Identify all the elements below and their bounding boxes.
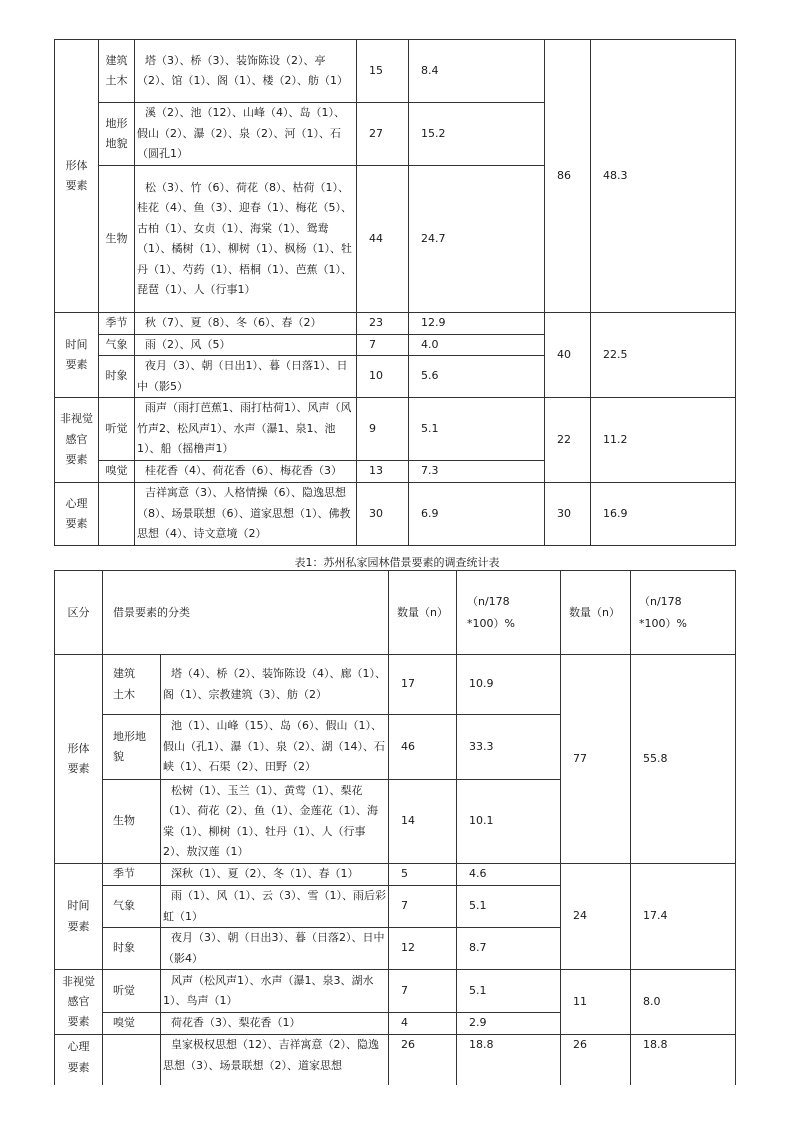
group-percent: 17.4 bbox=[631, 864, 736, 970]
count: 9 bbox=[357, 398, 409, 461]
count: 23 bbox=[357, 313, 409, 335]
items: 松（3）、竹（6）、荷花（8）、枯荷（1）、桂花（4）、鱼（3）、迎春（1）、梅花（5）、古柏（1）、女贞（1）、海棠（1）、鸳鸯（1）、橘树（1）、柳树（1）、枫杨（1）、牡丹（1）、芍药（1）、梧桐（1）、芭蕉（1）、琵琶（1）、人（行事1） bbox=[135, 166, 357, 313]
header-percent: （n/178 *100）% bbox=[457, 571, 561, 655]
percent: 6.9 bbox=[409, 483, 545, 546]
subcategory bbox=[103, 1035, 161, 1093]
subcategory: 听觉 bbox=[99, 398, 135, 461]
subcategory: 气象 bbox=[103, 886, 161, 928]
group-percent: 48.3 bbox=[591, 40, 736, 313]
subcategory: 气象 bbox=[99, 334, 135, 356]
table-2 bbox=[54, 570, 736, 1093]
header-classification: 借景要素的分类 bbox=[103, 571, 389, 655]
group-label: 心理 要素 bbox=[55, 1035, 103, 1093]
group-label: 非视觉 感官 要素 bbox=[55, 398, 99, 483]
items: 雨（2）、风（5） bbox=[135, 334, 357, 356]
page-bottom-margin bbox=[0, 1085, 794, 1125]
table-row bbox=[55, 864, 736, 886]
table-caption: 表1：苏州私家园林借景要素的调查统计表 bbox=[294, 556, 500, 569]
header-count: 数量（n） bbox=[389, 571, 457, 655]
group-label: 时间 要素 bbox=[55, 313, 99, 398]
group-total: 22 bbox=[545, 398, 591, 483]
count: 12 bbox=[389, 928, 457, 970]
percent: 4.0 bbox=[409, 334, 545, 356]
items: 皇家极权思想（12）、吉祥寓意（2）、隐逸思想（3）、场景联想（2）、道家思想 bbox=[161, 1035, 389, 1093]
percent: 4.6 bbox=[457, 864, 561, 886]
items: 雨声（雨打芭蕉1、雨打枯荷1）、风声（风竹声2、松风声1）、水声（瀑1、泉1、池1）、船（摇橹声1） bbox=[135, 398, 357, 461]
group-percent: 55.8 bbox=[631, 655, 736, 864]
count: 13 bbox=[357, 461, 409, 483]
group-total: 11 bbox=[561, 970, 631, 1035]
subcategory: 生物 bbox=[103, 780, 161, 864]
group-percent: 8.0 bbox=[631, 970, 736, 1035]
count: 46 bbox=[389, 715, 457, 780]
count: 27 bbox=[357, 103, 409, 166]
group-total: 24 bbox=[561, 864, 631, 970]
percent: 7.3 bbox=[409, 461, 545, 483]
group-label: 非视觉 感官 要素 bbox=[55, 970, 103, 1035]
percent: 10.9 bbox=[457, 655, 561, 715]
percent: 5.1 bbox=[457, 970, 561, 1013]
items: 桂花香（4）、荷花香（6）、梅花香（3） bbox=[135, 461, 357, 483]
count: 17 bbox=[389, 655, 457, 715]
subcategory: 季节 bbox=[99, 313, 135, 335]
subcategory: 季节 bbox=[103, 864, 161, 886]
percent: 10.1 bbox=[457, 780, 561, 864]
items: 雨（1）、风（1）、云（3）、雪（1）、雨后彩虹（1） bbox=[161, 886, 389, 928]
count: 44 bbox=[357, 166, 409, 313]
table-row bbox=[55, 398, 736, 461]
group-label: 时间 要素 bbox=[55, 864, 103, 970]
percent: 18.8 bbox=[457, 1035, 561, 1093]
percent: 5.1 bbox=[409, 398, 545, 461]
items: 吉祥寓意（3）、人格情操（6）、隐逸思想（8）、场景联想（6）、道家思想（1）、佛教思想（4）、诗文意境（2） bbox=[135, 483, 357, 546]
count: 7 bbox=[389, 970, 457, 1013]
subcategory: 时象 bbox=[103, 928, 161, 970]
percent: 12.9 bbox=[409, 313, 545, 335]
percent: 24.7 bbox=[409, 166, 545, 313]
subcategory bbox=[99, 483, 135, 546]
table-row bbox=[55, 1035, 736, 1093]
percent: 15.2 bbox=[409, 103, 545, 166]
subcategory: 生物 bbox=[99, 166, 135, 313]
items: 塔（3）、桥（3）、装饰陈设（2）、亭（2）、馆（1）、阁（1）、楼（2）、舫（1） bbox=[135, 40, 357, 103]
header-category: 区分 bbox=[55, 571, 103, 655]
count: 5 bbox=[389, 864, 457, 886]
table-header-row bbox=[55, 571, 736, 655]
group-label: 形体 要素 bbox=[55, 655, 103, 864]
group-total: 40 bbox=[545, 313, 591, 398]
items: 深秋（1）、夏（2）、冬（1）、春（1） bbox=[161, 864, 389, 886]
count: 14 bbox=[389, 780, 457, 864]
percent: 5.1 bbox=[457, 886, 561, 928]
subcategory: 建筑 土木 bbox=[99, 40, 135, 103]
group-total: 26 bbox=[561, 1035, 631, 1093]
percent: 8.4 bbox=[409, 40, 545, 103]
table-1 bbox=[54, 39, 736, 546]
items: 荷花香（3）、梨花香（1） bbox=[161, 1013, 389, 1035]
items: 塔（4）、桥（2）、装饰陈设（4）、廊（1）、阁（1）、宗教建筑（3）、舫（2） bbox=[161, 655, 389, 715]
subcategory: 时象 bbox=[99, 356, 135, 398]
group-total: 30 bbox=[545, 483, 591, 546]
header-percent-2: （n/178 *100）% bbox=[631, 571, 736, 655]
group-percent: 18.8 bbox=[631, 1035, 736, 1093]
count: 10 bbox=[357, 356, 409, 398]
table-row bbox=[55, 970, 736, 1013]
group-label: 形体 要素 bbox=[55, 40, 99, 313]
percent: 33.3 bbox=[457, 715, 561, 780]
items: 夜月（3）、朝（日出1）、暮（日落1）、日中（影5） bbox=[135, 356, 357, 398]
table-row bbox=[55, 483, 736, 546]
group-percent: 11.2 bbox=[591, 398, 736, 483]
items: 秋（7）、夏（8）、冬（6）、春（2） bbox=[135, 313, 357, 335]
items: 夜月（3）、朝（日出3）、暮（日落2）、日中（影4） bbox=[161, 928, 389, 970]
table-row bbox=[55, 655, 736, 715]
subcategory: 地形地貌 bbox=[103, 715, 161, 780]
percent: 2.9 bbox=[457, 1013, 561, 1035]
count: 7 bbox=[389, 886, 457, 928]
items: 风声（松风声1）、水声（瀑1、泉3、湖水1）、鸟声（1） bbox=[161, 970, 389, 1013]
percent: 5.6 bbox=[409, 356, 545, 398]
subcategory: 听觉 bbox=[103, 970, 161, 1013]
items: 池（1）、山峰（15）、岛（6）、假山（1）、假山（孔1）、瀑（1）、泉（2）、湖（14）、石峡（1）、石渠（2）、田野（2） bbox=[161, 715, 389, 780]
subcategory: 嗅觉 bbox=[103, 1013, 161, 1035]
items: 松树（1）、玉兰（1）、黄莺（1）、梨花（1）、荷花（2）、鱼（1）、金莲花（1）、海棠（1）、柳树（1）、牡丹（1）、人（行事2）、敖汉莲（1） bbox=[161, 780, 389, 864]
table-row bbox=[55, 313, 736, 335]
group-percent: 16.9 bbox=[591, 483, 736, 546]
count: 15 bbox=[357, 40, 409, 103]
percent: 8.7 bbox=[457, 928, 561, 970]
group-label: 心理 要素 bbox=[55, 483, 99, 546]
count: 7 bbox=[357, 334, 409, 356]
items: 溪（2）、池（12）、山峰（4）、岛（1）、假山（2）、瀑（2）、泉（2）、河（1）、石（圆孔1） bbox=[135, 103, 357, 166]
group-percent: 22.5 bbox=[591, 313, 736, 398]
count: 26 bbox=[389, 1035, 457, 1093]
subcategory: 建筑 土木 bbox=[103, 655, 161, 715]
count: 4 bbox=[389, 1013, 457, 1035]
header-count-2: 数量（n） bbox=[561, 571, 631, 655]
group-total: 86 bbox=[545, 40, 591, 313]
subcategory: 地形 地貌 bbox=[99, 103, 135, 166]
count: 30 bbox=[357, 483, 409, 546]
group-total: 77 bbox=[561, 655, 631, 864]
table-row bbox=[55, 40, 736, 103]
subcategory: 嗅觉 bbox=[99, 461, 135, 483]
